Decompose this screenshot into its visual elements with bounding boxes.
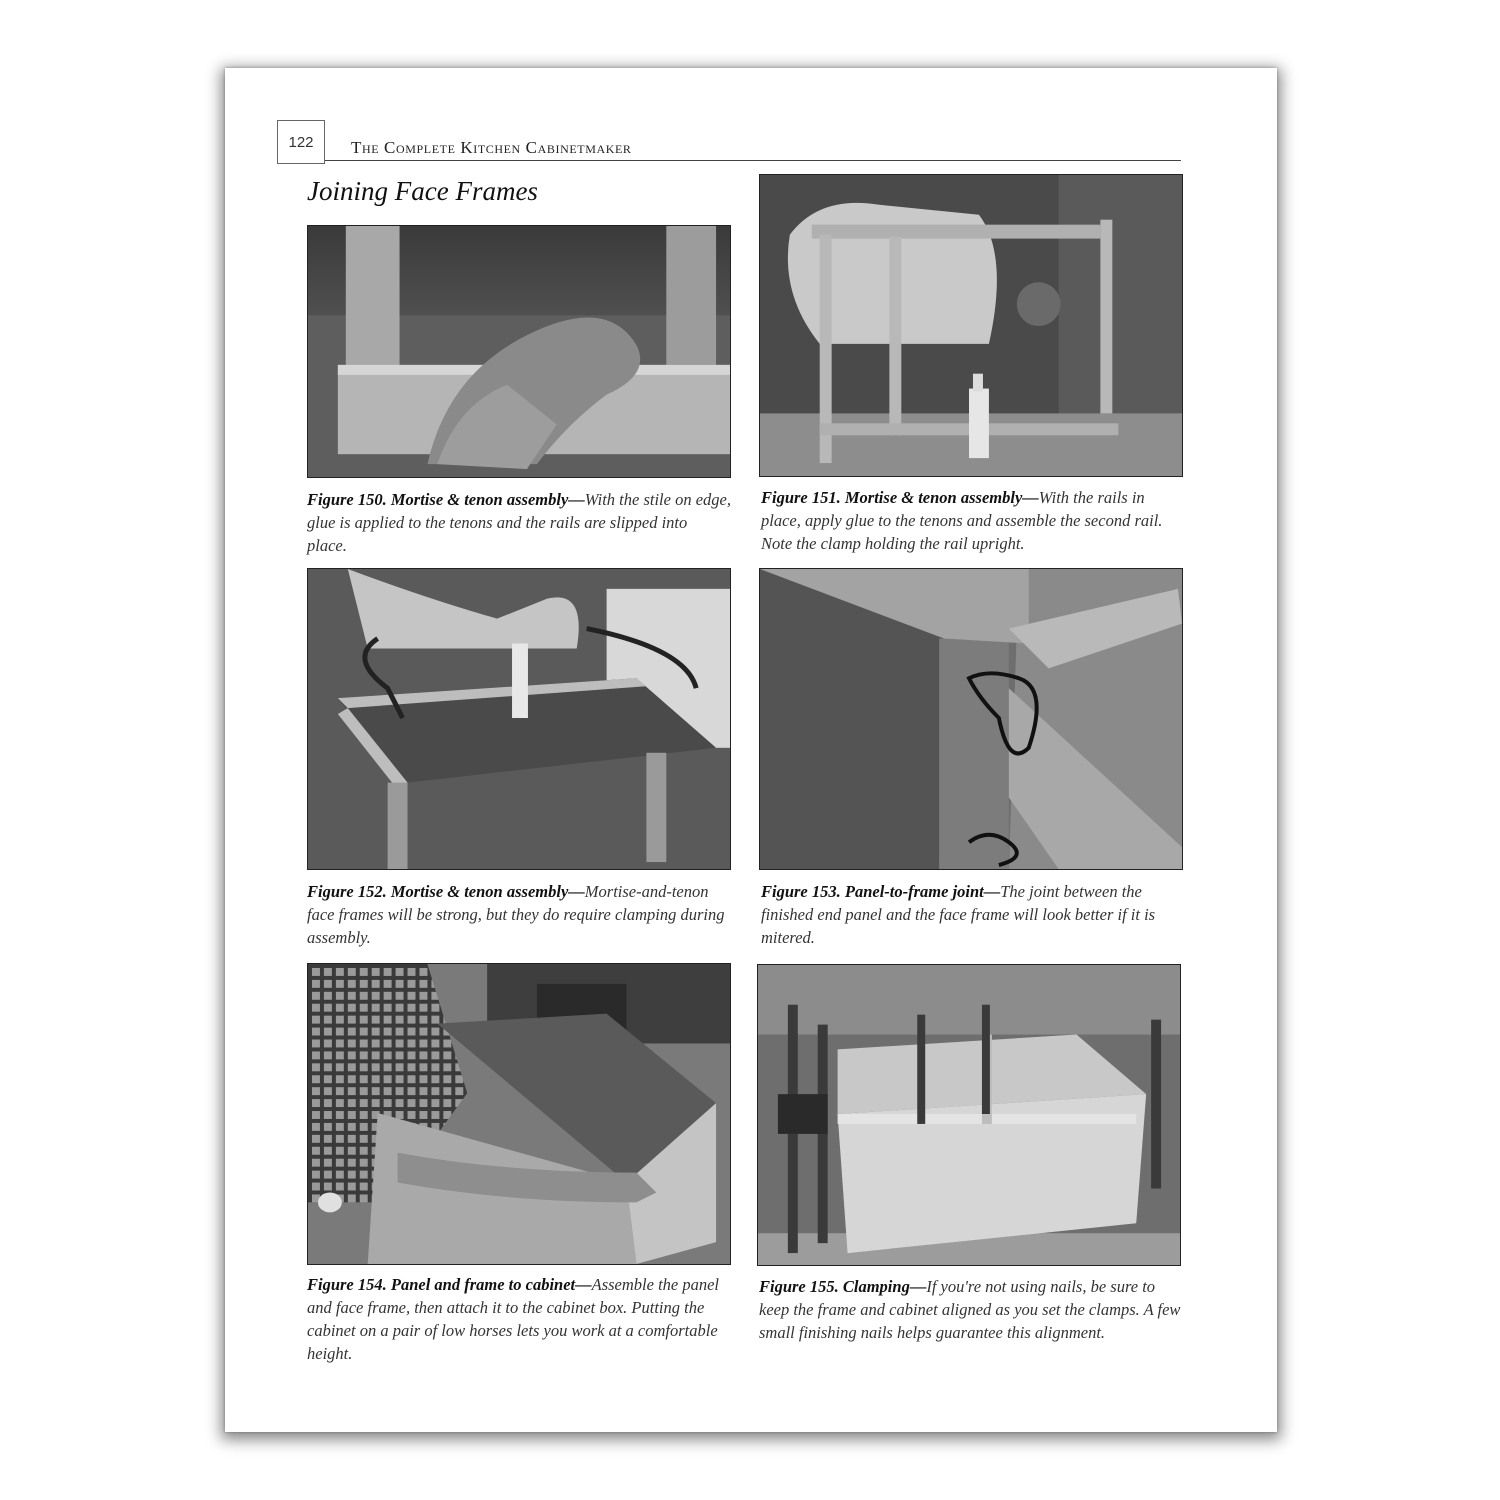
figure-150-photo bbox=[307, 225, 731, 478]
figure-152-caption bbox=[307, 880, 731, 949]
figure-151-caption bbox=[761, 486, 1185, 555]
figure-150-text: With the stile on edge, glue is applied to the tenons and the rails are slipped into place. bbox=[307, 490, 731, 555]
figure-154-caption bbox=[307, 1273, 731, 1365]
figure-151-photo bbox=[759, 174, 1183, 477]
figure-151-text: With the rails in place, apply glue to the tenons and assemble the second rail. Note the clamp holding the rail upright. bbox=[761, 488, 1163, 553]
figure-153-caption bbox=[761, 880, 1185, 949]
figure-153-photo bbox=[759, 568, 1183, 870]
figure-152-photo bbox=[307, 568, 731, 870]
figure-155-photo bbox=[757, 964, 1181, 1266]
figure-154-label: Figure 154. Panel and frame to cabinet— bbox=[307, 1275, 592, 1294]
figure-154-photo bbox=[307, 963, 731, 1265]
page-number: 122 bbox=[277, 120, 325, 164]
figure-154-text: Assemble the panel and face frame, then attach it to the cabinet box. Putting the cabinet on a pair of low horses lets you work at a comfortable height. bbox=[307, 1275, 720, 1363]
figure-153-text: The joint between the finished end panel and the face frame will look better if it is mitered. bbox=[761, 882, 1156, 947]
figure-152-label: Figure 152. Mortise & tenon assembly— bbox=[307, 882, 585, 901]
figure-153-label: Figure 153. Panel-to-frame joint— bbox=[761, 882, 1001, 901]
book-page bbox=[225, 68, 1277, 1432]
section-title: Joining Face Frames bbox=[307, 176, 538, 206]
running-head: The Complete Kitchen Cabinetmaker bbox=[351, 138, 632, 157]
figure-150-label: Figure 150. Mortise & tenon assembly— bbox=[307, 490, 585, 509]
figure-155-text: If you're not using nails, be sure to keep the frame and cabinet aligned as you set the clamps. A few small finishing nails helps guarantee this alignment. bbox=[759, 1277, 1181, 1342]
figure-155-caption bbox=[759, 1275, 1183, 1344]
figure-155-label: Figure 155. Clamping— bbox=[759, 1277, 927, 1296]
figure-152-text: Mortise-and-tenon face frames will be strong, but they do require clamping during assembly. bbox=[307, 882, 725, 947]
figure-151-label: Figure 151. Mortise & tenon assembly— bbox=[761, 488, 1039, 507]
figure-150-caption bbox=[307, 488, 731, 557]
header-rule bbox=[325, 160, 1181, 161]
